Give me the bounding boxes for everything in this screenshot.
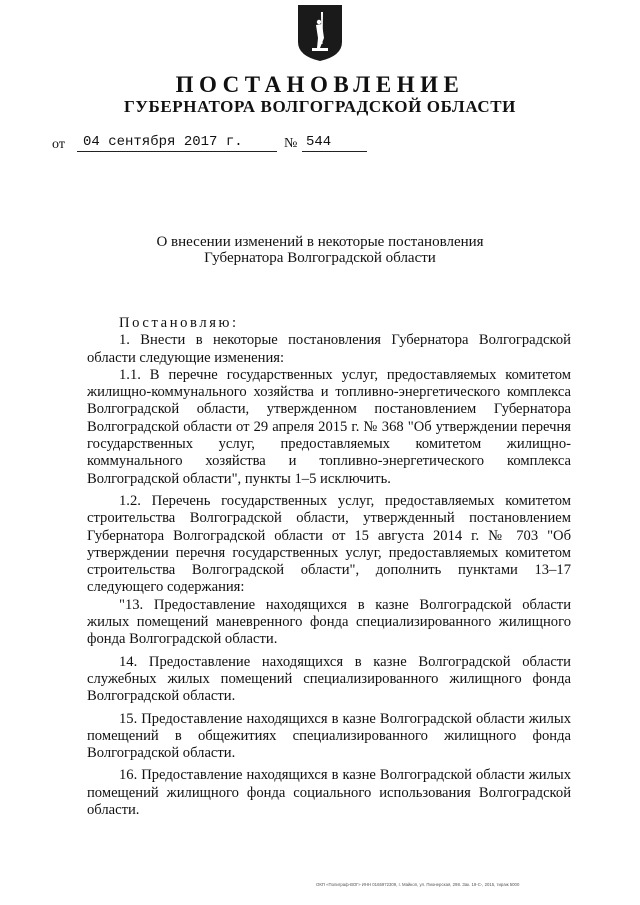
paragraph-item-16: 16. Предоставление находящихся в казне Волгоградской области жилых помещений жилищного фонда социального использования Волгоградской области. (87, 767, 571, 819)
printer-imprint: ОКП «Полиграф-ВОГ» ИНН 0165972309, г. Майкоп, ул. Пионерская, 298. Зак. 19-С-, 2015, тираж 5000 (316, 882, 520, 887)
number-sign: № (284, 136, 298, 151)
issuer-title: ГУБЕРНАТОРА ВОЛГОГРАДСКОЙ ОБЛАСТИ (124, 97, 516, 116)
paragraph-1-2: 1.2. Перечень государственных услуг, предоставляемых комитетом строительства Волгоградской области, утвержденный постановлением Губернатора Волгоградской области от 15 августа 2014 г. № 703 "Об утверждении перечня государственных услуг, предоставляемых комитетом строительства Волгоградской области", дополнить пунктами 13–17 следующего содержания: (87, 492, 571, 596)
document-body (87, 315, 571, 819)
number-value: 544 (306, 134, 332, 150)
document-title: ПОСТАНОВЛЕНИЕ (175, 72, 465, 97)
date-value: 04 сентября 2017 г. (83, 134, 243, 150)
coat-of-arms-emblem (297, 4, 343, 62)
date-number-line (52, 133, 352, 155)
number-field (302, 133, 367, 152)
document-subject (100, 234, 540, 266)
subject-line-1: О внесении изменений в некоторые постановления (156, 234, 484, 250)
date-field (77, 133, 277, 152)
date-prefix: от (52, 137, 65, 152)
paragraph-item-15: 15. Предоставление находящихся в казне Волгоградской области жилых помещений в общежитиях специализированного жилищного фонда Волгоградской области. (87, 710, 571, 762)
paragraph-resolve: Постановляю: (119, 315, 239, 331)
paragraph-item-14: 14. Предоставление находящихся в казне Волгоградской области служебных жилых помещений специализированного жилищного фонда Волгоградской области. (87, 653, 571, 705)
subject-line-2: Губернатора Волгоградской области (204, 250, 436, 266)
paragraph-item-13: "13. Предоставление находящихся в казне Волгоградской области жилых помещений маневренного фонда специализированного жилищного фонда Волгоградской области. (87, 596, 571, 648)
paragraph-1: 1. Внести в некоторые постановления Губернатора Волгоградской области следующие изменения: (87, 332, 571, 366)
paragraph-1-1: 1.1. В перечне государственных услуг, предоставляемых комитетом жилищно-коммунального хозяйства и топливно-энергетического комплекса Волгоградской области, утвержденном постановлением Губернатора Волгоградской области от 29 апреля 2015 г. № 368 "Об утверждении перечня государственных услуг, предоставляемых комитетом жилищно-коммунального хозяйства и топливно-энергетического комплекса Волгоградской области", пункты 1–5 исключить. (87, 366, 571, 487)
